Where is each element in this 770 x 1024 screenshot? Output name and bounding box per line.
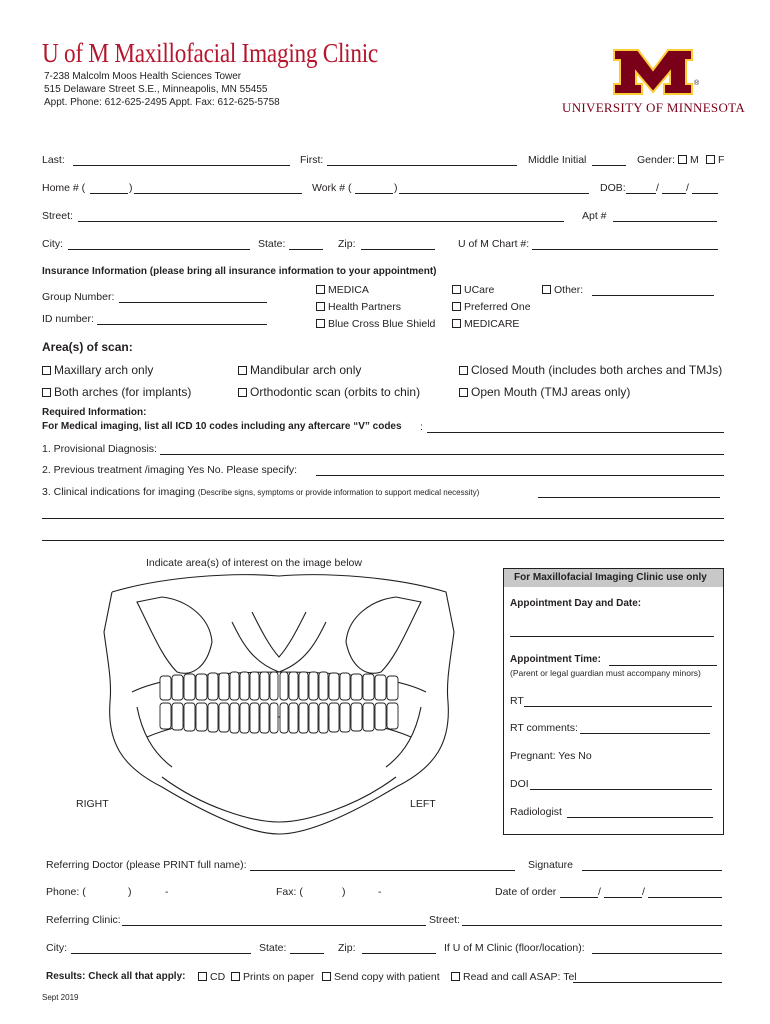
first-name-field[interactable]	[327, 165, 517, 166]
scan-orthodontic-option[interactable]	[238, 385, 420, 399]
insurance-ucare-option[interactable]	[452, 284, 494, 296]
scan-both-arches-option[interactable]	[42, 385, 191, 399]
state-field[interactable]	[289, 249, 323, 250]
scan-area-heading: Area(s) of scan:	[42, 340, 133, 354]
results-read-call-option[interactable]	[451, 971, 577, 983]
street-label: Street:	[42, 210, 73, 222]
fax-dash: -	[378, 886, 382, 898]
last-name-field[interactable]	[73, 165, 290, 166]
results-send-copy-option[interactable]	[322, 971, 440, 983]
work-phone-close: )	[394, 182, 398, 194]
fax-close: )	[342, 886, 346, 898]
rt-comments-label: RT comments:	[510, 722, 578, 734]
previous-treatment-label: 2. Previous treatment /imaging Yes No. Please specify:	[42, 464, 298, 476]
required-info-heading: Required Information:	[42, 407, 147, 418]
provisional-diagnosis-field[interactable]	[160, 454, 724, 455]
option-label: UCare	[464, 284, 495, 296]
scan-open-mouth-option[interactable]	[459, 385, 630, 399]
left-side-label: LEFT	[410, 798, 436, 810]
gender-m-option[interactable]	[678, 154, 699, 166]
right-side-label: RIGHT	[76, 798, 109, 810]
scan-closed-mouth-option[interactable]	[459, 363, 722, 377]
appointment-time-label: Appointment Time:	[510, 654, 601, 665]
image-instruction: Indicate area(s) of interest on the image below	[146, 557, 362, 569]
clinic-state-label: State:	[259, 942, 287, 954]
work-area-code-field[interactable]	[355, 193, 393, 194]
checkbox-icon	[316, 319, 325, 328]
clinic-zip-label: Zip:	[338, 942, 356, 954]
address-line-1: 7-238 Malcolm Moos Health Sciences Tower	[44, 71, 242, 82]
clinical-indications-text: 3. Clinical indications for imaging	[42, 486, 195, 498]
checkbox-icon	[452, 285, 461, 294]
checkbox-icon	[316, 285, 325, 294]
middle-initial-label: Middle Initial	[528, 154, 587, 166]
results-prints-option[interactable]	[231, 971, 314, 983]
phone-label: Phone: (	[46, 886, 86, 898]
gender-f-option[interactable]	[706, 154, 724, 166]
scan-maxillary-option[interactable]	[42, 363, 153, 377]
radiologist-field[interactable]	[567, 817, 713, 818]
signature-label: Signature	[528, 859, 573, 871]
gender-label: Gender:	[637, 154, 675, 166]
checkbox-icon	[452, 319, 461, 328]
checkbox-icon	[198, 972, 207, 981]
doi-field[interactable]	[530, 789, 712, 790]
icd-codes-colon: :	[420, 421, 423, 433]
checkbox-icon	[459, 366, 468, 375]
clinical-indications-line-3[interactable]	[42, 540, 724, 541]
last-name-label: Last:	[42, 154, 65, 166]
clinic-title: U of M Maxillofacial Imaging Clinic	[42, 38, 378, 68]
clinical-indications-note: (Describe signs, symptoms or provide information to support medical necessity)	[197, 488, 480, 497]
dob-label: DOB:	[600, 182, 626, 194]
option-label: Closed Mouth (includes both arches and TMJs)	[471, 363, 723, 377]
option-label: Send copy with patient	[334, 971, 440, 983]
insurance-other-field[interactable]	[592, 295, 714, 296]
checkbox-icon	[238, 366, 247, 375]
middle-initial-field[interactable]	[592, 165, 626, 166]
group-number-label: Group Number:	[42, 291, 115, 303]
checkbox-icon	[678, 155, 687, 164]
icd-codes-label: For Medical imaging, list all ICD 10 codes including any aftercare “V” codes	[42, 421, 402, 432]
option-label: Preferred One	[464, 301, 531, 313]
address-line-2: 515 Delaware Street S.E., Minneapolis, MN 55455	[44, 84, 268, 95]
referring-clinic-field[interactable]	[122, 925, 426, 926]
order-year-field[interactable]	[648, 897, 722, 898]
option-label: Open Mouth (TMJ areas only)	[471, 385, 631, 399]
insurance-bcbs-option[interactable]	[316, 318, 435, 330]
results-cd-option[interactable]	[198, 971, 225, 983]
appointment-day-label: Appointment Day and Date:	[510, 598, 642, 609]
option-label: CD	[210, 971, 226, 983]
clinical-indications-line-2[interactable]	[42, 518, 724, 519]
option-label: MEDICA	[328, 284, 369, 296]
work-phone-label: Work # (	[312, 182, 352, 194]
clinic-zip-field[interactable]	[362, 953, 436, 954]
checkbox-icon	[459, 388, 468, 397]
checkbox-icon	[542, 285, 551, 294]
option-label: Orthodontic scan (orbits to chin)	[250, 385, 421, 399]
clinic-state-field[interactable]	[290, 953, 324, 954]
zip-label: Zip:	[338, 238, 356, 250]
group-number-field[interactable]	[119, 302, 267, 303]
apt-label: Apt #	[582, 210, 607, 222]
id-number-label: ID number:	[42, 313, 94, 325]
checkbox-icon	[451, 972, 460, 981]
referring-doctor-label: Referring Doctor (please PRINT full name):	[46, 859, 247, 871]
option-label: Other:	[554, 284, 584, 296]
checkbox-icon	[706, 155, 715, 164]
insurance-preferred-one-option[interactable]	[452, 301, 531, 313]
insurance-health-partners-option[interactable]	[316, 301, 401, 313]
appointment-day-field[interactable]	[510, 636, 714, 637]
option-label: MEDICARE	[464, 318, 520, 330]
home-phone-close: )	[129, 182, 133, 194]
previous-treatment-field[interactable]	[316, 475, 724, 476]
insurance-other-option[interactable]	[542, 284, 583, 296]
checkbox-icon	[452, 302, 461, 311]
umn-clinic-location-label: If U of M Clinic (floor/location):	[444, 942, 585, 954]
clinic-street-field[interactable]	[462, 925, 722, 926]
checkbox-icon	[42, 388, 51, 397]
dob-separator: /	[686, 182, 689, 194]
radiologist-label: Radiologist	[510, 806, 562, 818]
guardian-note: (Parent or legal guardian must accompany minors)	[510, 668, 701, 678]
referring-doctor-field[interactable]	[250, 870, 515, 871]
option-label: Read and call ASAP: Tel	[463, 971, 577, 983]
address-line-3: Appt. Phone: 612-625-2495 Appt. Fax: 612-625-5758	[44, 97, 280, 108]
dob-day-field[interactable]	[662, 193, 686, 194]
street-field[interactable]	[78, 221, 564, 222]
date-separator: /	[598, 886, 601, 898]
clinic-street-label: Street:	[429, 914, 460, 926]
checkbox-icon	[231, 972, 240, 981]
icd-codes-field[interactable]	[427, 432, 724, 433]
checkbox-icon	[316, 302, 325, 311]
dob-separator: /	[656, 182, 659, 194]
insurance-heading: Insurance Information (please bring all insurance information to your appointment)	[42, 266, 437, 277]
rt-field[interactable]	[524, 706, 712, 707]
dob-month-field[interactable]	[626, 193, 656, 194]
clinical-indications-field[interactable]	[538, 497, 720, 498]
rt-comments-field[interactable]	[580, 733, 710, 734]
provisional-diagnosis-label: 1. Provisional Diagnosis:	[42, 443, 157, 455]
home-area-code-field[interactable]	[90, 193, 128, 194]
date-separator: /	[642, 886, 645, 898]
chart-number-label: U of M Chart #:	[458, 238, 530, 250]
appointment-time-field[interactable]	[609, 665, 717, 666]
home-phone-label: Home # (	[42, 182, 86, 194]
referring-clinic-label: Referring Clinic:	[46, 914, 121, 926]
option-label: Prints on paper	[243, 971, 315, 983]
chart-number-field[interactable]	[532, 249, 718, 250]
block-m-logo-icon	[612, 48, 694, 96]
insurance-medica-option[interactable]	[316, 284, 369, 296]
city-label: City:	[42, 238, 63, 250]
option-label: Maxillary arch only	[54, 363, 154, 377]
option-label: Blue Cross Blue Shield	[328, 318, 436, 330]
university-name: UNIVERSITY OF MINNESOTA	[562, 100, 746, 115]
clinic-use-header: For Maxillofacial Imaging Clinic use only	[504, 569, 723, 587]
option-label: Health Partners	[328, 301, 401, 313]
phone-close: )	[128, 886, 132, 898]
gender-f-label: F	[718, 154, 725, 166]
results-tel-field[interactable]	[573, 982, 722, 983]
clinical-indications-label	[42, 486, 479, 498]
clinic-city-field[interactable]	[71, 953, 251, 954]
clinic-city-label: City:	[46, 942, 67, 954]
results-label: Results: Check all that apply:	[46, 971, 186, 982]
zip-field[interactable]	[361, 249, 435, 250]
phone-dash: -	[165, 886, 169, 898]
order-day-field[interactable]	[604, 897, 642, 898]
registered-mark: ®	[694, 80, 700, 87]
date-of-order-label: Date of order	[495, 886, 557, 898]
work-phone-field[interactable]	[399, 193, 589, 194]
checkbox-icon	[322, 972, 331, 981]
state-label: State:	[258, 238, 286, 250]
option-label: Both arches (for implants)	[54, 385, 192, 399]
umn-clinic-location-field[interactable]	[592, 953, 722, 954]
first-name-label: First:	[300, 154, 324, 166]
fax-label: Fax: (	[276, 886, 303, 898]
option-label: Mandibular arch only	[250, 363, 362, 377]
doi-label: DOI	[510, 778, 529, 790]
footer-date: Sept 2019	[42, 993, 79, 1002]
id-number-field[interactable]	[97, 324, 267, 325]
home-phone-field[interactable]	[134, 193, 302, 194]
insurance-medicare-option[interactable]	[452, 318, 519, 330]
checkbox-icon	[238, 388, 247, 397]
dob-year-field[interactable]	[692, 193, 718, 194]
apt-field[interactable]	[613, 221, 717, 222]
gender-m-label: M	[690, 154, 699, 166]
city-field[interactable]	[68, 249, 250, 250]
checkbox-icon	[42, 366, 51, 375]
signature-field[interactable]	[582, 870, 722, 871]
scan-mandibular-option[interactable]	[238, 363, 361, 377]
rt-label: RT	[510, 695, 524, 707]
pregnant-label: Pregnant: Yes No	[510, 750, 592, 762]
order-month-field[interactable]	[560, 897, 598, 898]
